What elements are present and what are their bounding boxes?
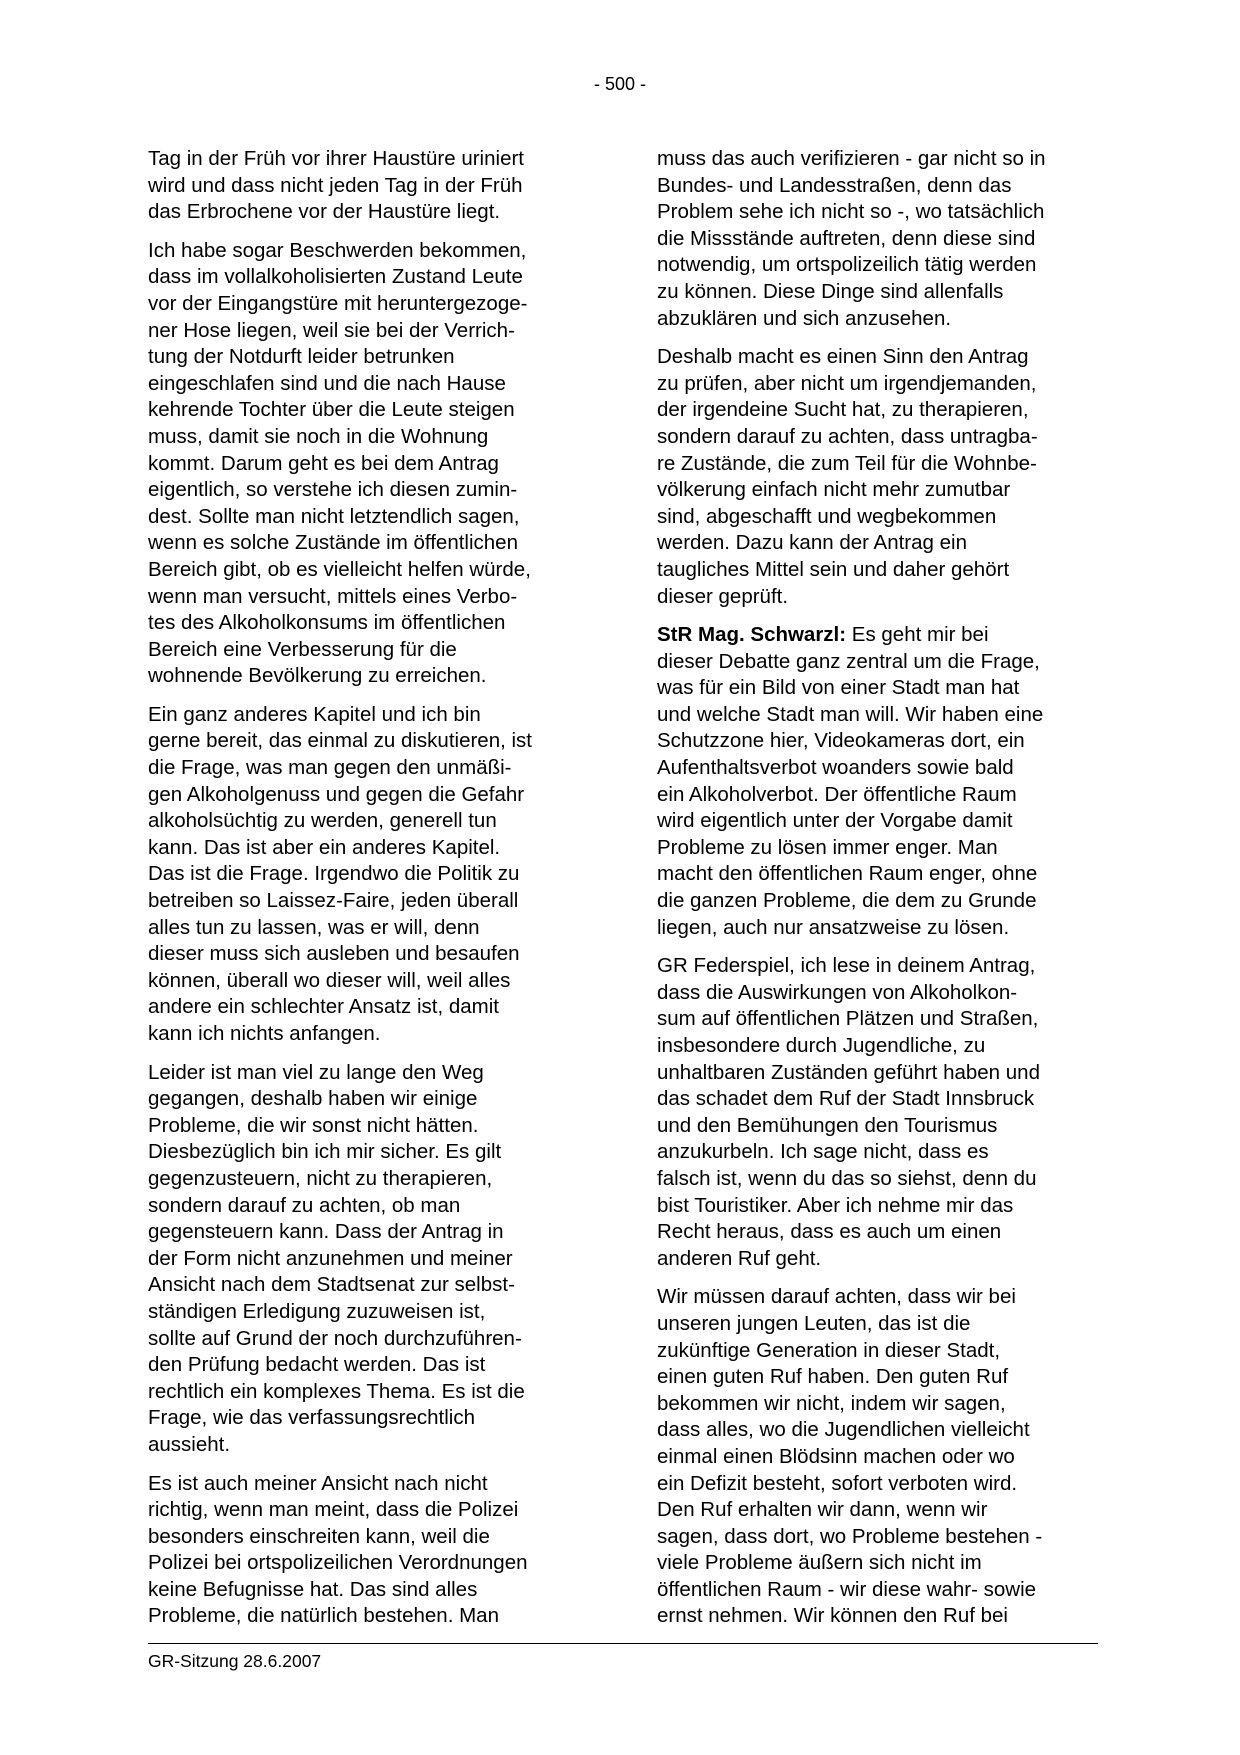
text-line: das schadet dem Ruf der Stadt Innsbruck [657, 1087, 1035, 1111]
text-line: macht den öffentlichen Raum enger, ohne [657, 862, 1038, 886]
text-line: völkerung einfach nicht mehr zumutbar [657, 478, 1011, 502]
text-line: unseren jungen Leuten, das ist die [657, 1311, 971, 1335]
text-line: wohnende Bevölkerung zu erreichen. [148, 664, 487, 688]
text-line: Aufenthaltsverbot woanders sowie bald [657, 756, 1014, 780]
text-line: Bereich eine Verbesserung für die [148, 637, 457, 661]
text-line: Deshalb macht es einen Sinn den Antrag [657, 345, 1029, 369]
text-line: dieser muss sich ausleben und besaufen [148, 942, 520, 966]
text-line: wird eigentlich unter der Vorgabe damit [657, 809, 1013, 833]
text-line: re Zustände, die zum Teil für die Wohnbe- [657, 451, 1037, 475]
text-line: Bereich gibt, ob es vielleicht helfen würde, [148, 557, 531, 581]
text-line: ständigen Erledigung zuzuweisen ist, [148, 1299, 486, 1323]
text-line: eingeschlafen sind und die nach Hause [148, 371, 506, 395]
paragraph [657, 146, 1097, 332]
text-line: Schutzzone hier, Videokameras dort, ein [657, 729, 1025, 753]
text-line: notwendig, um ortspolizeilich tätig werden [657, 253, 1037, 277]
text-line: liegen, auch nur ansatzweise zu lösen. [657, 915, 1010, 939]
footer-session-date: GR-Sitzung 28.6.2007 [148, 1651, 322, 1671]
text-line: Bundes- und Landesstraßen, denn das [657, 173, 1012, 197]
text-line: einmal einen Blödsinn machen oder wo [657, 1444, 1015, 1468]
text-line: Frage, wie das verfassungsrechtlich [148, 1406, 476, 1430]
text-line: kann. Das ist aber ein anderes Kapitel. [148, 835, 501, 859]
text-line: wenn es solche Zustände im öffentlichen [148, 531, 518, 555]
text-line: bekommen wir nicht, indem wir sagen, [657, 1391, 1006, 1415]
paragraph [657, 1284, 1097, 1630]
text-line: ernst nehmen. Wir können den Ruf bei [657, 1604, 1008, 1628]
text-line: Probleme, die natürlich bestehen. Man [148, 1604, 499, 1628]
text-line: ein Alkoholverbot. Der öffentliche Raum [657, 782, 1017, 806]
text-line: aussieht. [148, 1432, 231, 1456]
paragraph [148, 238, 588, 690]
text-line: Das ist die Frage. Irgendwo die Politik zu [148, 862, 520, 886]
text-line: Ansicht nach dem Stadtsenat zur selbst- [148, 1273, 515, 1297]
text-line: wenn man versucht, mittels eines Verbo- [148, 584, 518, 608]
footer-divider [148, 1643, 1098, 1644]
text-line: Es ist auch meiner Ansicht nach nicht [148, 1471, 488, 1495]
text-line: Diesbezüglich bin ich mir sicher. Es gilt [148, 1140, 502, 1164]
text-line: gegangen, deshalb haben wir einige [148, 1087, 478, 1111]
text-line: zukünftige Generation in dieser Stadt, [657, 1338, 1001, 1362]
speaker-text-first-line: Es geht mir bei [846, 623, 989, 647]
text-line: dass die Auswirkungen von Alkoholkon- [657, 980, 1018, 1004]
text-line: gegenzusteuern, nicht zu therapieren, [148, 1166, 493, 1190]
text-line: eigentlich, so verstehe ich diesen zumin- [148, 478, 518, 502]
right-column [657, 146, 1097, 1642]
text-line: zu prüfen, aber nicht um irgendjemanden, [657, 371, 1037, 395]
speaker-paragraph [657, 622, 1097, 941]
text-line: vor der Eingangstüre mit heruntergezoge- [148, 291, 528, 315]
text-line: sondern darauf zu achten, ob man [148, 1193, 461, 1217]
text-line: alles tun zu lassen, was er will, denn [148, 915, 480, 939]
text-line: viele Probleme äußern sich nicht im [657, 1551, 982, 1575]
text-line: gerne bereit, das einmal zu diskutieren, ist [148, 729, 533, 753]
text-line: keine Befugnisse hat. Das sind alles [148, 1577, 478, 1601]
text-line: zu können. Diese Dinge sind allenfalls [657, 279, 1004, 303]
text-line: anderen Ruf geht. [657, 1246, 822, 1270]
text-line: kann ich nichts anfangen. [148, 1022, 381, 1045]
text-line: was für ein Bild von einer Stadt man hat [657, 676, 1020, 700]
text-line: werden. Dazu kann der Antrag ein [657, 531, 967, 555]
text-line: sind, abgeschafft und wegbekommen [657, 504, 997, 528]
text-line: die Missstände auftreten, denn diese sind [657, 226, 1036, 250]
text-line: muss, damit sie noch in die Wohnung [148, 424, 489, 448]
text-line: anzukurbeln. Ich sage nicht, dass es [657, 1140, 989, 1164]
text-line: gen Alkoholgenuss und gegen die Gefahr [148, 782, 525, 806]
text-line: Ich habe sogar Beschwerden bekommen, [148, 238, 527, 262]
text-line: alkoholsüchtig zu werden, generell tun [148, 809, 497, 833]
text-line: die Frage, was man gegen den unmäßi- [148, 756, 512, 780]
text-line: das Erbrochene vor der Haustüre liegt. [148, 200, 501, 224]
text-line: Tag in der Früh vor ihrer Haustüre uriniert [148, 147, 524, 170]
text-line: und welche Stadt man will. Wir haben eine [657, 702, 1044, 726]
text-line: GR Federspiel, ich lese in deinem Antrag, [657, 954, 1036, 978]
left-column [148, 146, 588, 1642]
text-line: Leider ist man viel zu lange den Weg [148, 1060, 484, 1084]
text-line: insbesondere durch Jugendliche, zu [657, 1034, 986, 1057]
text-line: muss das auch verifizieren - gar nicht so in [657, 147, 1046, 170]
text-line: Ein ganz anderes Kapitel und ich bin [148, 702, 481, 726]
text-line: dest. Sollte man nicht letztendlich sagen, [148, 504, 520, 528]
text-line: kehrende Tochter über die Leute steigen [148, 398, 515, 422]
text-line: ner Hose liegen, weil sie bei der Verrich- [148, 318, 515, 342]
text-line: Probleme zu lösen immer enger. Man [657, 835, 998, 859]
text-line: gegensteuern kann. Dass der Antrag in [148, 1220, 504, 1244]
text-line: abzuklären und sich anzusehen. [657, 306, 952, 330]
speaker-text [657, 650, 1043, 939]
text-line: tung der Notdurft leider betrunken [148, 345, 455, 369]
text-line: können, überall wo dieser will, weil alles [148, 968, 511, 992]
text-line: der Form nicht anzunehmen und meiner [148, 1246, 513, 1270]
text-line: die ganzen Probleme, die dem zu Grunde [657, 889, 1037, 913]
text-line: Den Ruf erhalten wir dann, wenn wir [657, 1498, 988, 1522]
text-line: der irgendeine Sucht hat, zu therapieren, [657, 398, 1029, 422]
text-line: Probleme, die wir sonst nicht hätten. [148, 1113, 479, 1137]
text-line: unhaltbaren Zuständen geführt haben und [657, 1060, 1040, 1084]
page-number: - 500 - [593, 74, 647, 94]
text-line: taugliches Mittel sein und daher gehört [657, 557, 1010, 581]
text-line: bist Touristiker. Aber ich nehme mir das [657, 1193, 1014, 1217]
paragraph [148, 1471, 588, 1631]
text-line: wird und dass nicht jeden Tag in der Früh [148, 173, 523, 197]
text-line: andere ein schlechter Ansatz ist, damit [148, 995, 499, 1019]
text-line: sagen, dass dort, wo Probleme bestehen - [657, 1524, 1043, 1548]
text-line: sollte auf Grund der noch durchzuführen- [148, 1326, 522, 1350]
text-line: ein Defizit besteht, sofort verboten wird. [657, 1471, 1018, 1495]
paragraph [148, 702, 588, 1048]
text-line: rechtlich ein komplexes Thema. Es ist die [148, 1379, 525, 1403]
text-line: betreiben so Laissez-Faire, jeden überall [148, 889, 519, 913]
text-line: dieser Debatte ganz zentral um die Frage, [657, 649, 1040, 673]
text-line: besonders einschreiten kann, weil die [148, 1524, 490, 1548]
paragraph [657, 953, 1097, 1272]
speaker-name: StR Mag. Schwarzl: [657, 623, 847, 647]
paragraph [148, 1060, 588, 1459]
paragraph [657, 344, 1097, 610]
text-line: einen guten Ruf haben. Den guten Ruf [657, 1365, 1009, 1389]
text-line: sondern darauf zu achten, dass untragba- [657, 424, 1038, 448]
text-line: öffentlichen Raum - wir diese wahr- sowie [657, 1577, 1037, 1601]
text-line: sum auf öffentlichen Plätzen und Straßen, [657, 1007, 1039, 1031]
text-line: dieser geprüft. [657, 584, 789, 608]
paragraph [148, 146, 588, 226]
text-line: falsch ist, wenn du das so siehst, denn du [657, 1166, 1037, 1190]
text-line: kommt. Darum geht es bei dem Antrag [148, 451, 499, 475]
text-line: Polizei bei ortspolizeilichen Verordnungen [148, 1551, 528, 1575]
text-line: tes des Alkoholkonsums im öffentlichen [148, 611, 506, 635]
text-line: den Prüfung bedacht werden. Das ist [148, 1353, 486, 1377]
text-line: dass im vollalkoholisierten Zustand Leute [148, 265, 523, 289]
text-line: richtig, wenn man meint, dass die Polizei [148, 1498, 519, 1522]
text-line: und den Bemühungen den Tourismus [657, 1113, 998, 1137]
text-line: Recht heraus, dass es auch um einen [657, 1220, 1002, 1244]
text-line: Wir müssen darauf achten, dass wir bei [657, 1285, 1016, 1309]
text-line: Problem sehe ich nicht so -, wo tatsächlich [657, 200, 1045, 224]
text-line: dass alles, wo die Jugendlichen vielleicht [657, 1418, 1030, 1442]
